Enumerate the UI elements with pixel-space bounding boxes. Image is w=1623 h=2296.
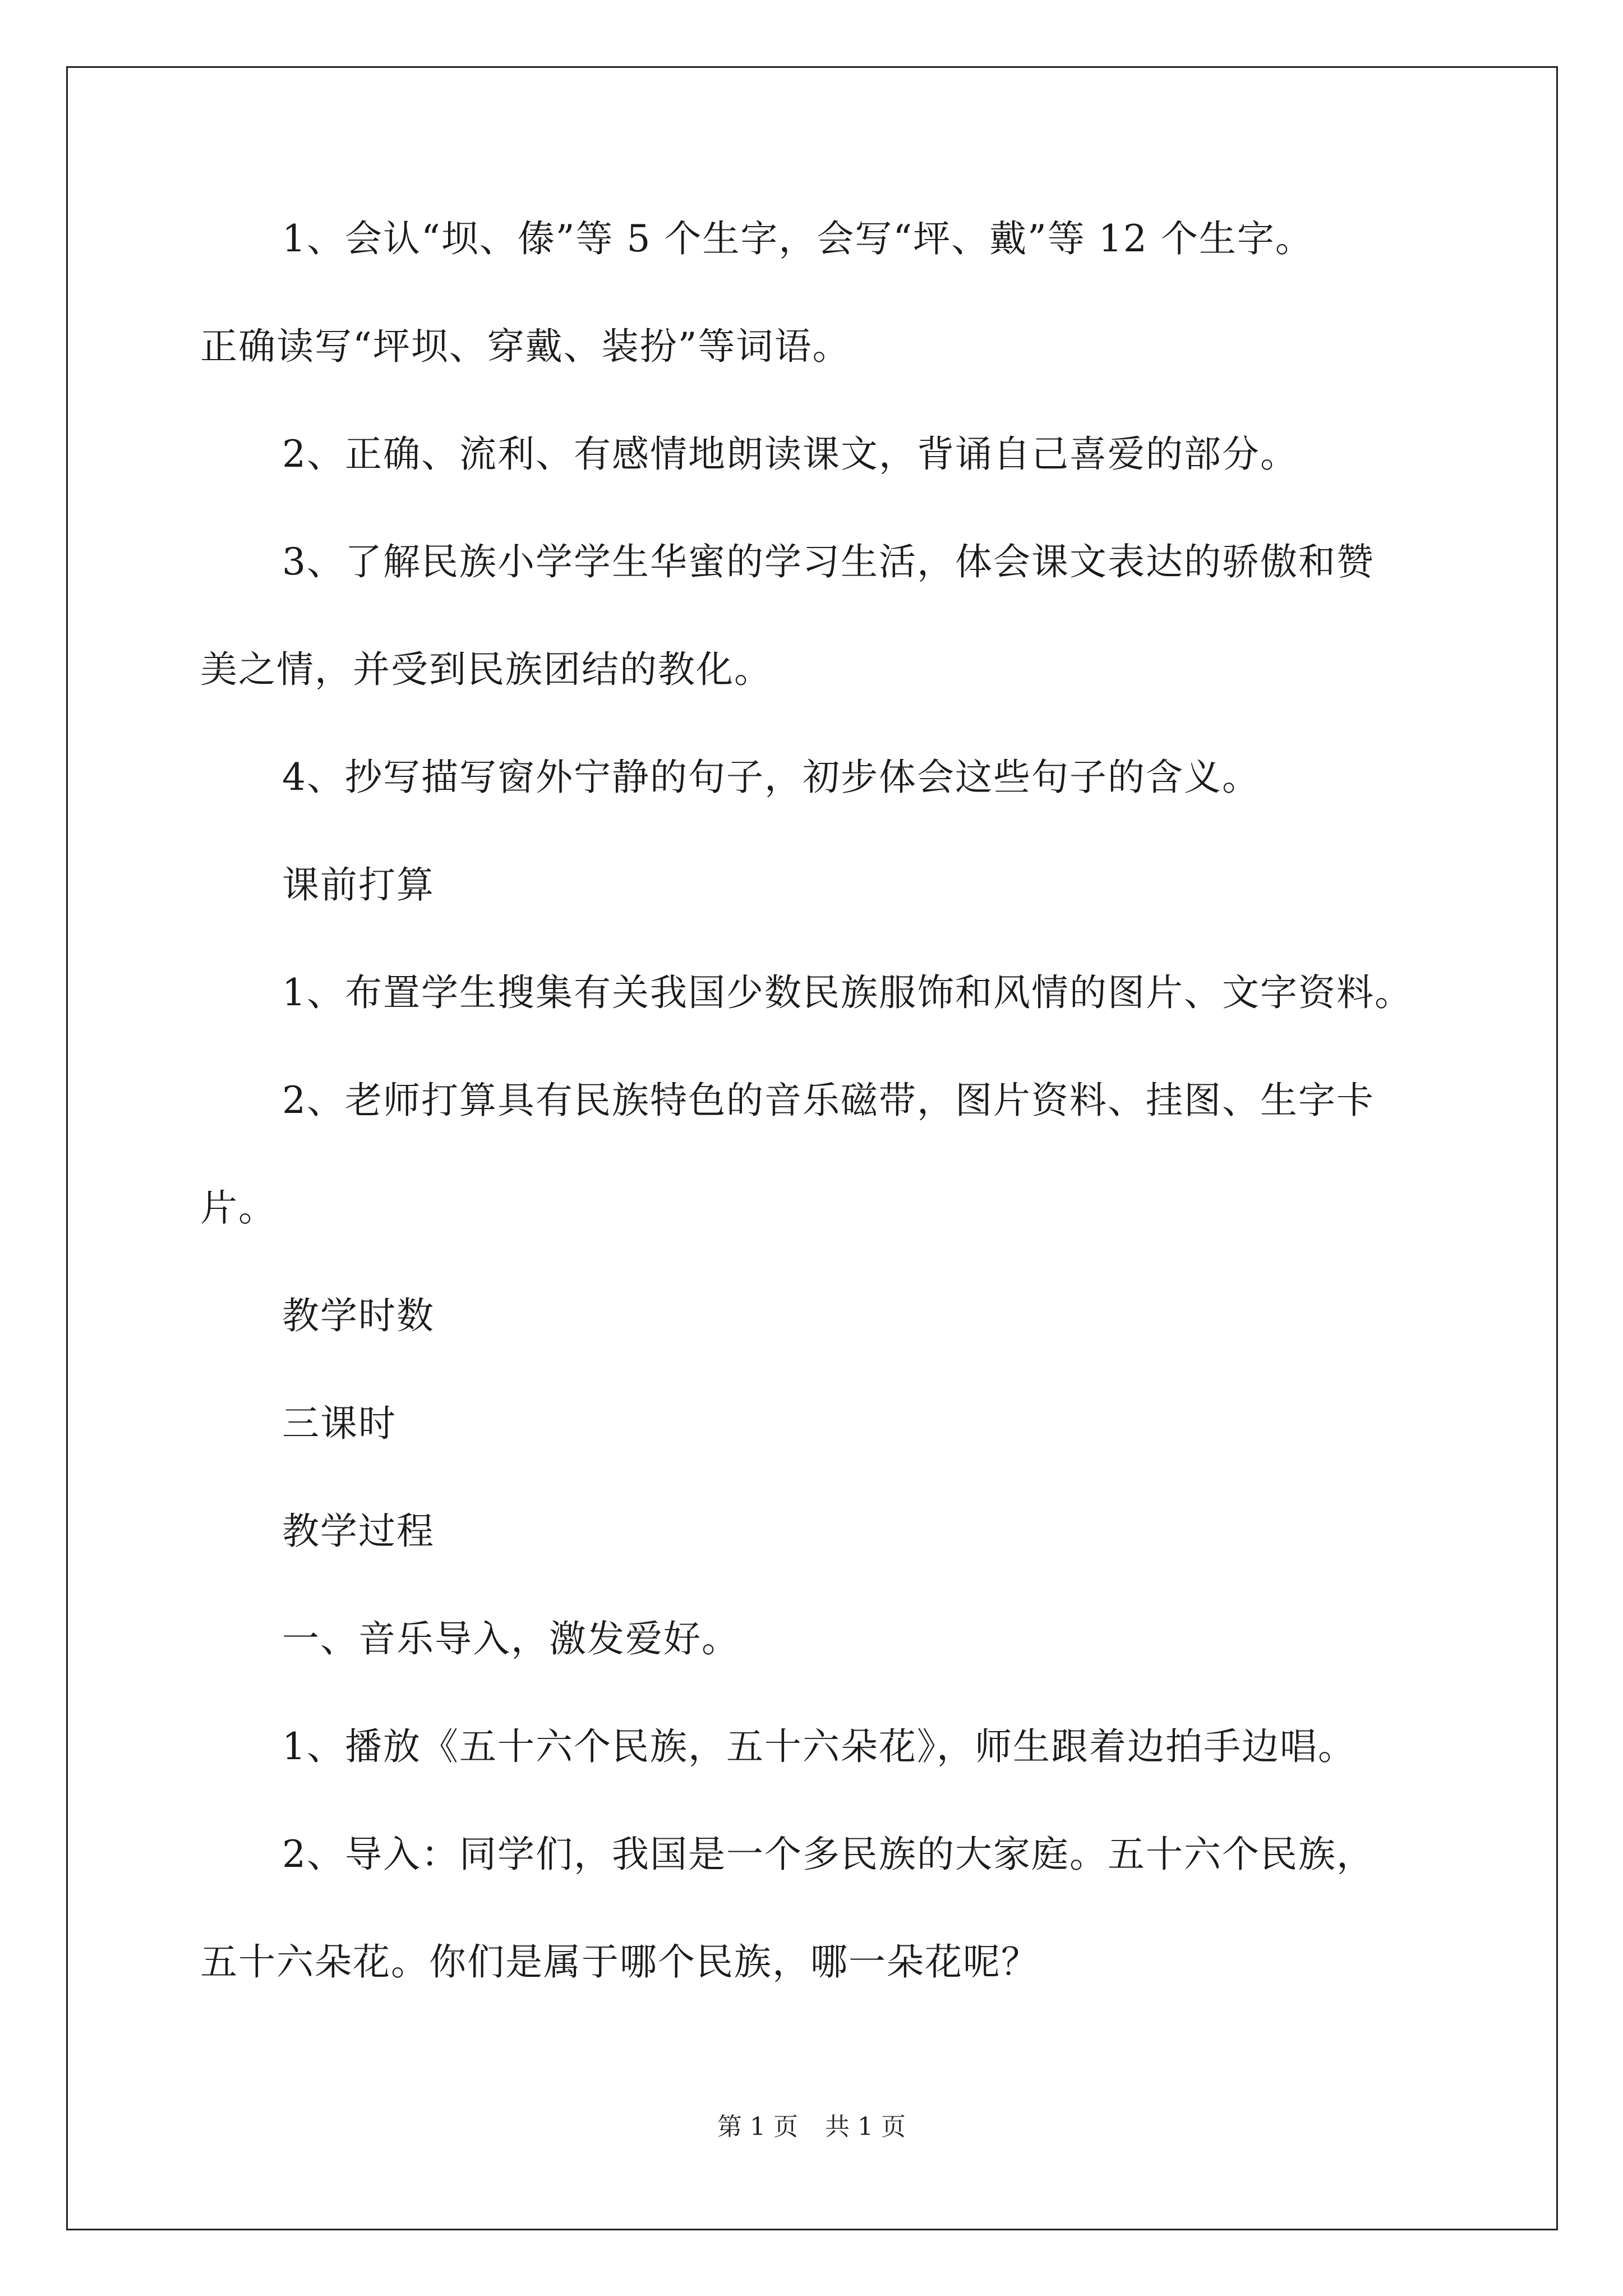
page-number: 第 1 页: [717, 2113, 798, 2141]
section-heading: 课前打算: [282, 863, 435, 907]
paragraph-line: 美之情，并受到民族团结的教化。: [200, 648, 772, 691]
paragraph-line: 2、正确、流利、有感情地朗读课文，背诵自己喜爱的部分。: [282, 432, 1298, 476]
paragraph-line: 片。: [200, 1186, 276, 1230]
paragraph-line: 正确读写“坪坝、穿戴、装扮”等词语。: [200, 325, 851, 368]
paragraph-line: 1、会认“坝、傣”等 5 个生字，会写“坪、戴”等 12 个生字。: [282, 217, 1313, 260]
paragraph-line: 4、抄写描写窗外宁静的句子，初步体会这些句子的含义。: [282, 756, 1260, 799]
section-heading: 教学过程: [282, 1510, 435, 1553]
paragraph-line: 3、了解民族小学学生华蜜的学习生活，体会课文表达的骄傲和赞: [282, 540, 1375, 583]
page-count: 共 1 页: [825, 2113, 906, 2141]
document-body: [200, 212, 1434, 1989]
paragraph-line: 三课时: [282, 1402, 396, 1445]
paragraph-line: 2、导入：同学们，我国是一个多民族的大家庭。五十六个民族，: [282, 1833, 1375, 1876]
paragraph-line: 一、音乐导入，激发爱好。: [282, 1617, 740, 1660]
paragraph-line: 1、布置学生搜集有关我国少数民族服饰和风情的图片、文字资料。: [282, 971, 1413, 1014]
paragraph-line: 五十六朵花。你们是属于哪个民族，哪一朵花呢？: [200, 1940, 1039, 1984]
paragraph-line: 1、播放《五十六个民族，五十六朵花》，师生跟着边拍手边唱。: [282, 1725, 1356, 1768]
section-heading: 教学时数: [282, 1294, 435, 1337]
paragraph-line: 2、老师打算具有民族特色的音乐磁带，图片资料、挂图、生字卡: [282, 1079, 1375, 1122]
page-footer: [0, 2110, 1623, 2144]
